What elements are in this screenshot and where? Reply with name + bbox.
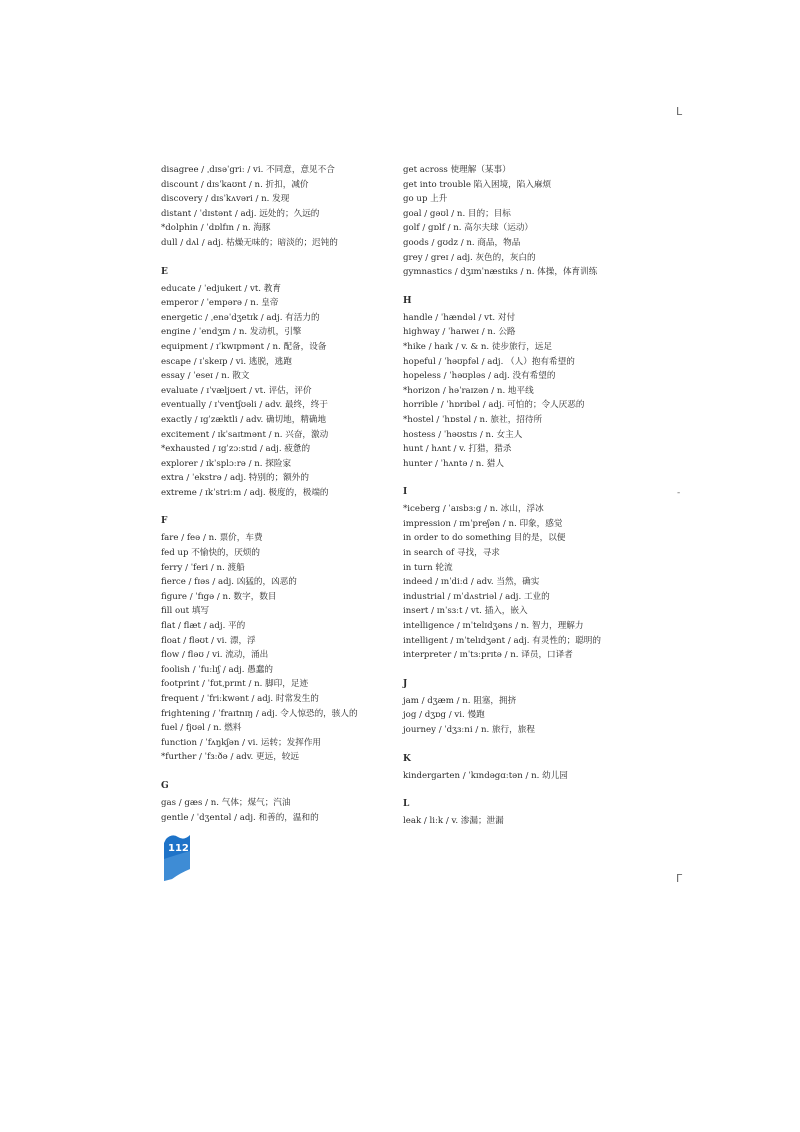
vocabulary-entry: in order to do something 目的是，以便: [403, 533, 566, 544]
vocabulary-entry: *hike / haɪk / v. & n. 徒步旅行，远足: [403, 341, 553, 352]
vocabulary-entry: golf / gɒlf / n. 高尔夫球（运动）: [403, 223, 534, 234]
vocabulary-entry: impression / ɪmˈpreʃən / n. 印象，感觉: [403, 518, 563, 529]
vocabulary-entry: *iceberg / ˈaɪsbɜːg / n. 冰山，浮冰: [403, 504, 544, 515]
vocabulary-entry: go up 上升: [403, 194, 448, 205]
vocabulary-entry: foolish / ˈfuːlɪʃ / adj. 愚蠢的: [161, 664, 274, 675]
vocabulary-entry: interpreter / ɪnˈtɜːprɪtə / n. 译员，口译者: [403, 650, 573, 661]
vocabulary-entry: get across 使理解（某事）: [403, 165, 511, 175]
crop-mark-middle: -: [677, 488, 681, 498]
section-letter: K: [403, 753, 411, 764]
vocabulary-entry: leak / liːk / v. 渗漏；泄漏: [403, 816, 504, 827]
vocabulary-entry: intelligence / ɪnˈtelɪdʒəns / n. 智力，理解力: [403, 621, 584, 632]
vocabulary-entry: eventually / ɪˈventʃʊəli / adv. 最终，终于: [161, 400, 328, 411]
vocabulary-entry: *hostel / ˈhɒstəl / n. 旅社，招待所: [403, 414, 543, 425]
vocabulary-entry: extreme / ɪkˈstriːm / adj. 极度的，极端的: [161, 487, 329, 498]
vocabulary-entry: indeed / ɪnˈdiːd / adv. 当然，确实: [403, 577, 540, 588]
vocabulary-entry: frightening / ˈfraɪtnɪŋ / adj. 令人惊恐的，骇人的: [161, 708, 358, 719]
vocabulary-entry: in search of 寻找，寻求: [403, 548, 500, 559]
letter-section: [403, 485, 643, 663]
vocabulary-entry: *horizon / həˈraɪzən / n. 地平线: [403, 385, 534, 396]
letter-section: [403, 677, 643, 738]
vocabulary-entry: frequent / ˈfriːkwənt / adj. 时常发生的: [161, 694, 319, 704]
letter-section: [403, 797, 643, 829]
vocabulary-entry: flow / fləʊ / vi. 流动，涌出: [161, 650, 269, 661]
vocabulary-entry: in turn 轮流: [403, 562, 453, 573]
vocabulary-entry: function / ˈfʌŋkʃən / vi. 运转；发挥作用: [161, 737, 322, 748]
vocabulary-entry: gentle / ˈdʒentəl / adj. 和善的，温和的: [161, 812, 319, 823]
vocabulary-entry: insert / ɪnˈsɜːt / vt. 插入，嵌入: [403, 606, 528, 617]
vocabulary-entry: gymnastics / dʒɪmˈnæstɪks / n. 体操，体育训练: [403, 267, 598, 278]
section-letter: I: [403, 487, 408, 498]
vocabulary-entry: fuel / fjʊəl / n. 燃料: [161, 723, 242, 734]
crop-mark-bottom: Γ: [676, 872, 683, 885]
vocabulary-entry: grey / greɪ / adj. 灰色的，灰白的: [403, 252, 536, 263]
vocabulary-entry: figure / ˈfɪgə / n. 数字，数目: [161, 591, 277, 602]
vocabulary-entry: goal / gəʊl / n. 目的；目标: [403, 208, 511, 219]
vocabulary-entry: jam / dʒæm / n. 阻塞，拥挤: [403, 695, 517, 706]
vocabulary-entry: equipment / ɪˈkwɪpmənt / n. 配备，设备: [161, 341, 327, 352]
vocabulary-entry: goods / gʊdz / n. 商品，物品: [403, 237, 521, 248]
vocabulary-entry: fierce / fɪəs / adj. 凶猛的，凶恶的: [161, 577, 297, 588]
section-letter: J: [403, 678, 408, 689]
vocabulary-entry: excitement / ɪkˈsaɪtmənt / n. 兴奋，激动: [161, 429, 329, 440]
letter-section: [161, 514, 381, 765]
vocabulary-entry: journey / ˈdʒɜːni / n. 旅行，旅程: [403, 725, 535, 735]
section-letter: F: [161, 516, 168, 527]
vocabulary-entry: *further / ˈfɜːðə / adv. 更远，较远: [161, 752, 299, 763]
vocabulary-entry: educate / ˈedjukeɪt / vt. 教育: [161, 283, 281, 294]
vocabulary-entry: gas / gæs / n. 气体；煤气；汽油: [161, 797, 291, 808]
section-letter: G: [161, 780, 169, 791]
vocabulary-entry: explorer / ɪkˈsplɔːrə / n. 探险家: [161, 458, 292, 469]
vocabulary-entry: energetic / ˌenəˈdʒetɪk / adj. 有活力的: [161, 312, 320, 323]
vocabulary-entry: engine / ˈendʒɪn / n. 发动机，引擎: [161, 327, 302, 338]
letter-section: [161, 163, 381, 251]
letter-section: [403, 163, 643, 280]
vocabulary-entry: extra / ˈekstrə / adj. 特别的；额外的: [161, 473, 309, 484]
vocabulary-entry: hunter / ˈhʌntə / n. 猎人: [403, 458, 504, 469]
vocabulary-entry: float / fləʊt / vi. 漂，浮: [161, 635, 256, 646]
vocabulary-entry: emperor / ˈempərə / n. 皇帝: [161, 298, 279, 309]
vocabulary-entry: industrial / ɪnˈdʌstriəl / adj. 工业的: [403, 591, 550, 602]
left-column: [161, 163, 381, 825]
vocabulary-entry: escape / ɪˈskeɪp / vi. 逃脱，逃跑: [161, 356, 292, 367]
page-number: 112: [168, 843, 189, 854]
vocabulary-entry: disagree / ˌdɪsəˈgriː / vi. 不同意，意见不合: [161, 165, 335, 175]
letter-section: [161, 779, 381, 825]
vocabulary-entry: get into trouble 陷入困境，陷入麻烦: [403, 179, 552, 190]
vocabulary-entry: kindergarten / ˈkɪndəgɑːtən / n. 幼儿园: [403, 770, 568, 781]
vocabulary-entry: ferry / ˈferi / n. 渡船: [161, 562, 245, 573]
vocabulary-entry: jog / dʒɒg / vi. 慢跑: [403, 710, 485, 721]
vocabulary-entry: *dolphin / ˈdɒlfɪn / n. 海豚: [161, 223, 271, 234]
vocabulary-entry: exactly / ɪgˈzæktli / adv. 确切地，精确地: [161, 414, 327, 425]
letter-section: [403, 294, 643, 472]
section-letter: H: [403, 295, 412, 306]
vocabulary-entry: highway / ˈhaɪweɪ / n. 公路: [403, 327, 516, 338]
section-letter: L: [403, 799, 410, 810]
vocabulary-entry: fill out 填写: [161, 606, 210, 617]
vocabulary-entry: footprint / ˈfʊtˌprɪnt / n. 脚印，足迹: [161, 679, 309, 690]
vocabulary-entry: handle / ˈhændəl / vt. 对付: [403, 312, 516, 323]
vocabulary-entry: hopeless / ˈhəʊpləs / adj. 没有希望的: [403, 371, 556, 382]
vocabulary-entry: discovery / dɪsˈkʌvəri / n. 发现: [161, 194, 290, 205]
vocabulary-entry: evaluate / ɪˈvæljʊeɪt / vt. 评估，评价: [161, 385, 312, 396]
vocabulary-entry: hostess / ˈhəʊstɪs / n. 女主人: [403, 429, 523, 440]
vocabulary-entry: distant / ˈdɪstənt / adj. 远处的；久远的: [161, 208, 320, 219]
vocabulary-entry: flat / flæt / adj. 平的: [161, 621, 246, 632]
crop-mark-top: L: [676, 105, 683, 118]
vocabulary-entry: discount / dɪsˈkaʊnt / n. 折扣，减价: [161, 179, 309, 190]
vocabulary-entry: *exhausted / ɪgˈzɔːstɪd / adj. 疲惫的: [161, 444, 311, 455]
vocabulary-entry: dull / dʌl / adj. 枯燥无味的；暗淡的；迟钝的: [161, 237, 338, 248]
vocabulary-entry: essay / ˈeseɪ / n. 散文: [161, 371, 250, 382]
vocabulary-entry: fed up 不愉快的，厌烦的: [161, 548, 261, 559]
letter-section: [403, 752, 643, 784]
vocabulary-entry: horrible / ˈhɒrɪbəl / adj. 可怕的；令人厌恶的: [403, 400, 585, 411]
vocabulary-entry: hunt / hʌnt / v. 打猎，猎杀: [403, 444, 512, 455]
vocabulary-entry: hopeful / ˈhəʊpfəl / adj. （人）抱有希望的: [403, 356, 575, 367]
vocabulary-entry: intelligent / ɪnˈtelɪdʒənt / adj. 有灵性的；聪明的: [403, 635, 601, 646]
section-letter: E: [161, 266, 168, 277]
vocabulary-entry: fare / feə / n. 票价，车费: [161, 533, 263, 544]
right-column: [403, 163, 643, 829]
letter-section: [161, 265, 381, 501]
page-number-badge: [162, 829, 192, 881]
